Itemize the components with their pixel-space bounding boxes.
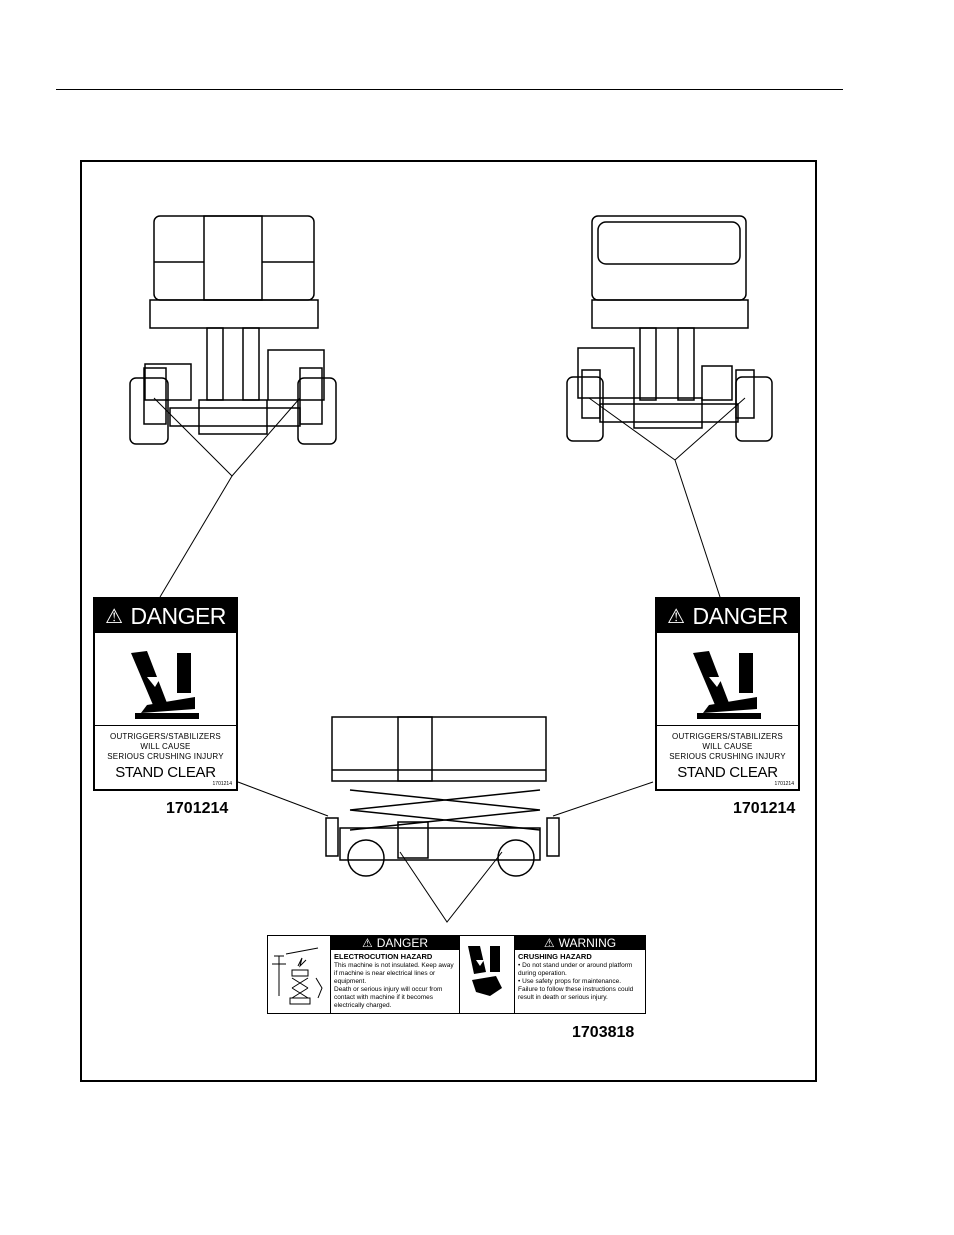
decal-action: STAND CLEAR bbox=[115, 764, 216, 781]
side-view-scissor-machine bbox=[326, 717, 559, 876]
decal-header: ⚠ DANGER bbox=[657, 599, 798, 633]
rear-view-machine-right bbox=[567, 216, 772, 441]
part-number-left: 1701214 bbox=[166, 800, 229, 817]
rear-view-machine-left bbox=[130, 216, 336, 444]
decal-action: STAND CLEAR bbox=[677, 764, 778, 781]
warning-triangle-icon: ⚠ bbox=[543, 936, 555, 950]
electrocution-icon bbox=[268, 936, 331, 1013]
electrocution-danger-panel: ⚠ DANGER ELECTROCUTION HAZARD This machine is not insulated. Keep away if machine is near electrical lines or equipment. Death or serious injury will occur from contact with machine if it becomes electrically charged. bbox=[331, 936, 460, 1013]
danger-decal-right bbox=[655, 597, 800, 791]
danger-decal-left bbox=[93, 597, 238, 791]
warning-triangle-icon: ⚠ bbox=[105, 605, 123, 628]
decal-message: OUTRIGGERS/STABILIZERS WILL CAUSE SERIOUS CRUSHING INJURY bbox=[107, 732, 224, 761]
crushing-foot-icon bbox=[95, 633, 236, 726]
part-number-right: 1701214 bbox=[733, 800, 796, 817]
decal-code: 1701214 bbox=[774, 781, 794, 787]
crushing-foot-icon bbox=[657, 633, 798, 726]
crushing-hand-icon bbox=[460, 936, 515, 1013]
decal-header: ⚠ DANGER bbox=[95, 599, 236, 633]
part-number-combo: 1703818 bbox=[572, 1024, 635, 1041]
warning-triangle-icon: ⚠ bbox=[361, 936, 373, 950]
crushing-warning-panel: ⚠ WARNING CRUSHING HAZARD • Do not stand under or around platform during operation. • Use safety props for maintenance. Failure to follow these instructions could result in death or serious injury. bbox=[515, 936, 645, 1013]
decal-message: OUTRIGGERS/STABILIZERS WILL CAUSE SERIOUS CRUSHING INJURY bbox=[669, 732, 786, 761]
decal-code: 1701214 bbox=[212, 781, 232, 787]
danger-warning-decal bbox=[267, 935, 646, 1014]
warning-triangle-icon: ⚠ bbox=[667, 605, 685, 628]
